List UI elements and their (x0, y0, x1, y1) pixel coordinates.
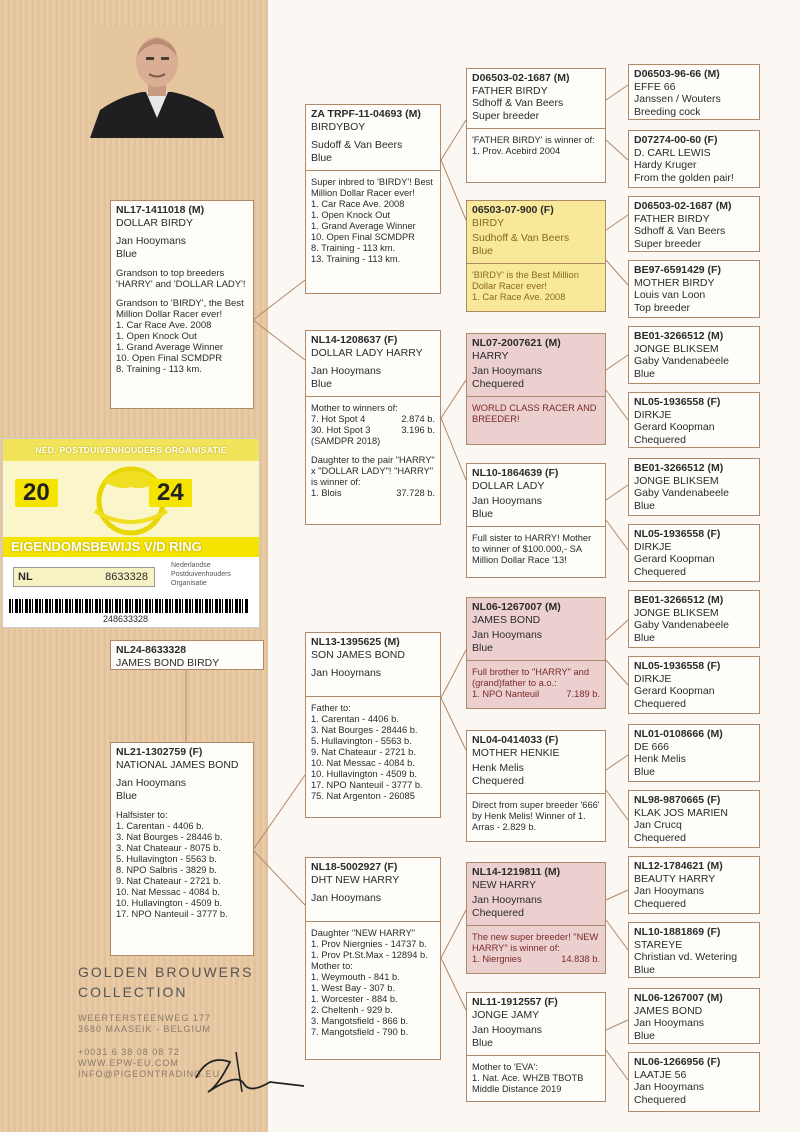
color: Blue (472, 641, 494, 654)
ssd-card (466, 200, 606, 312)
pigeon-name: BIRDYBOY (311, 120, 366, 133)
color: Blue (472, 507, 494, 520)
ring-number: NL06-1267007 (M) (472, 601, 561, 613)
note-line: 1. Carentan - 4406 b. (116, 821, 204, 831)
note-line: Mother to winners of: (311, 403, 398, 413)
note-line: 1. Grand Average Winner (116, 342, 224, 353)
note-line: 10. Open Final SCMDPR (116, 353, 223, 364)
dam-dam-card (305, 857, 441, 1060)
note-line: Direct from super breeder '666' by Henk Melis! Winner of 1. Arras - 2.829 b. (472, 800, 600, 832)
pigeon-name: MOTHER BIRDY (634, 276, 715, 289)
note-line: 10. Open Final SCMDPR (311, 232, 415, 242)
note-line: 3. Mangotsfield - 866 b. (311, 1015, 409, 1026)
note-line: 9. Nat Chateaur - 2721 b. (116, 876, 221, 886)
note-line: 10. Nat Messac - 4084 b. (116, 887, 220, 897)
birds: 7.189 b. (566, 689, 600, 699)
breeder: Gaby Vandenabeele (634, 619, 729, 631)
color: Blue (472, 244, 494, 257)
color: Breeding cock (634, 105, 701, 118)
g4-card-5 (628, 326, 760, 384)
note-line: 'FATHER BIRDY' is winner of: (472, 135, 595, 145)
breeder: Jan Hooymans (634, 1081, 705, 1093)
breeder: Jan Crucq (634, 819, 682, 831)
color: Super breeder (472, 109, 540, 122)
pigeon-name: BEAUTY HARRY (634, 872, 716, 885)
breeder: Jan Hooymans (472, 365, 543, 377)
color: Blue (634, 963, 656, 976)
npo-line: Organisatie (171, 580, 207, 587)
g4-card-16 (628, 1052, 760, 1112)
barcode-number: 248633328 (103, 614, 149, 624)
pigeon-name: DIRKJE (634, 408, 672, 421)
pigeon-name: JONGE BLIKSEM (634, 342, 719, 355)
color: Blue (634, 1029, 656, 1042)
pigeon-name: DOLLAR LADY HARRY (311, 346, 423, 359)
g4-card-4 (628, 260, 760, 318)
ring-number: NL24-8633328 (116, 644, 187, 656)
note-line: 7. Mangotsfield - 790 b. (311, 1026, 409, 1037)
note-line: 8. NPO Salbris - 3829 b. (116, 865, 217, 875)
note-line: 3. Nat Bourges - 28446 b. (311, 724, 418, 735)
brand-name (78, 962, 253, 1002)
note-line: 1. Car Race Ave. 2008 (116, 320, 212, 331)
sdd-card (466, 463, 606, 578)
address-line: WEERTERSTEENWEG 177 (78, 1013, 211, 1023)
note-line: 5. Hullavington - 5563 b. (116, 854, 217, 864)
note-line: 10. Hullavington - 4509 b. (116, 898, 222, 908)
note-line: 3. Nat Bourges - 28446 b. (116, 832, 223, 842)
note-line: Grandson to 'BIRDY', the Best Million Dollar Racer ever! (116, 298, 244, 320)
breeder: Christian vd. Wetering (634, 951, 738, 963)
npo-line: Nederlandse (171, 562, 211, 569)
year-left: 20 (15, 479, 58, 507)
brand-line: GOLDEN BROUWERS (78, 964, 254, 980)
ring-number: NL07-2007621 (M) (472, 337, 561, 349)
note-line: Grandson to top breeders 'HARRY' and 'DOLLAR LADY'! (116, 268, 246, 290)
g4-card-3 (628, 196, 760, 252)
race: 1. Blois (311, 488, 342, 498)
ring-number: NL05-1936558 (F) (634, 660, 721, 672)
ring-number: BE01-3266512 (M) (634, 594, 724, 606)
note-line: 1. Nat. Ace. WHZB TBOTB Middle Distance 2019 (472, 1073, 584, 1094)
pigeon-name: DE 666 (634, 740, 670, 753)
color: Chequered (634, 1093, 686, 1106)
breeder: Jan Hooymans (472, 495, 543, 507)
brand-line: COLLECTION (78, 984, 188, 1000)
result-row (472, 689, 600, 700)
pigeon-name: DIRKJE (634, 672, 672, 685)
note-line: 1. Open Knock Out (116, 331, 197, 342)
note-line: 75. Nat Argenton - 26085 (311, 790, 415, 801)
g4-card-15 (628, 988, 760, 1044)
color: Blue (634, 631, 656, 644)
g4-card-8 (628, 524, 760, 582)
color: Chequered (634, 831, 686, 844)
note-line: 1. Grand Average Winner (311, 221, 416, 231)
birds: 2.874 b. (401, 414, 435, 424)
dds-card (466, 862, 606, 974)
sire-card (110, 200, 254, 409)
ring-number: NL05-1936558 (F) (634, 528, 721, 540)
sss-card (466, 68, 606, 183)
breeder: Jan Hooymans (311, 365, 382, 377)
ring-number: NL05-1936558 (F) (634, 396, 721, 408)
ring-ownership-certificate (2, 438, 260, 628)
ring-number: NL06-1266956 (F) (634, 1056, 721, 1068)
ring-number: NL17-1411018 (M) (116, 204, 205, 216)
email-link[interactable]: INFO@PIGEONTRADING.EU (78, 1069, 221, 1079)
breeder: Jan Hooymans (116, 235, 187, 247)
ring-prefix: NL (18, 571, 33, 583)
g4-card-12 (628, 790, 760, 848)
pigeon-name: DOLLAR LADY (472, 479, 545, 492)
pigeon-name: KLAK JOS MARIEN (634, 806, 728, 819)
note-line: Father to: (311, 702, 351, 713)
ring-number: 06503-07-900 (F) (472, 204, 554, 216)
g4-card-13 (628, 856, 760, 914)
dam-sire-card (305, 632, 441, 818)
breeder: Sdhoff & Van Beers (634, 225, 726, 237)
color: Chequered (634, 897, 686, 910)
breeder: Gaby Vandenabeele (634, 355, 729, 367)
breeder: Louis van Loon (634, 289, 706, 301)
pigeon-name: JAMES BOND (634, 1004, 703, 1017)
pigeon-name: MOTHER HENKIE (472, 746, 560, 759)
g4-card-6 (628, 392, 760, 448)
pigeon-name: STAREYE (634, 938, 683, 951)
g4-card-7 (628, 458, 760, 516)
race: 1. NPO Nanteuil (472, 689, 540, 699)
note-line: 13. Training - 113 km. (311, 254, 401, 264)
ring-number: BE01-3266512 (M) (634, 330, 724, 342)
note-line: Full brother to "HARRY" and (grand)father to a.o.: (472, 667, 590, 688)
note-line: 10. Nat Messac - 4084 b. (311, 757, 415, 768)
note-line: 9. Nat Chateaur - 2721 b. (311, 746, 416, 757)
breeder: Hardy Kruger (634, 159, 697, 171)
note-line: 1. Car Race Ave. 2008 (472, 292, 566, 302)
ring-number: BE01-3266512 (M) (634, 462, 724, 474)
ring-number: NL14-1208637 (F) (311, 334, 398, 346)
ring-number: NL01-0108666 (M) (634, 728, 723, 740)
breeder: Jan Hooymans (472, 894, 543, 906)
note-line: Mother to: (311, 960, 353, 971)
sire-sire-card (305, 104, 441, 294)
g4-card-14 (628, 922, 760, 978)
note-line: 'BIRDY' is the Best Million Dollar Racer ever! (472, 270, 579, 291)
color: Chequered (634, 433, 686, 446)
breeder: Jan Hooymans (311, 667, 382, 679)
pigeon-name: D. CARL LEWIS (634, 146, 711, 159)
result-row (311, 414, 435, 425)
pigeon-name: NEW HARRY (472, 878, 536, 891)
pigeon-name: JONGE JAMY (472, 1008, 540, 1021)
race: 7. Hot Spot 4 (311, 414, 366, 424)
pigeon-name: DHT NEW HARRY (311, 873, 400, 886)
dss-card (466, 597, 606, 709)
ring-number: D06503-96-66 (M) (634, 68, 720, 80)
breeder: Jan Hooymans (472, 1024, 543, 1036)
note-line: 1. Prov Niergnies - 14737 b. (311, 938, 427, 949)
ring-number: NL12-1784621 (M) (634, 860, 723, 872)
note-line: 17. NPO Nanteuil - 3777 b. (311, 779, 423, 790)
g4-card-1 (628, 64, 760, 120)
color: Blue (311, 377, 333, 390)
note-line: Halfsister to: (116, 810, 168, 820)
note-line: The new super breeder! "NEW HARRY" is winner of: (472, 932, 599, 953)
breeder: Jan Hooymans (634, 885, 705, 897)
breeder: Gerard Koopman (634, 421, 715, 433)
note-line: 1. Car Race Ave. 2008 (311, 199, 405, 209)
race: 1. Niergnies (472, 954, 522, 964)
pigeon-name: FATHER BIRDY (472, 84, 548, 97)
npo-logo-text (171, 561, 231, 588)
barcode (9, 599, 249, 613)
breeder: Jan Hooymans (634, 1017, 705, 1029)
note-line: 10. Hullavington - 4509 b. (311, 768, 417, 779)
birds: 14.838 b. (561, 954, 600, 964)
note-line: Daughter "NEW HARRY" (311, 927, 416, 938)
g4-card-10 (628, 656, 760, 714)
address (78, 1013, 211, 1035)
sire-dam-card (305, 330, 441, 525)
note-line: (SAMDPR 2018) (311, 436, 381, 446)
breeder: Gerard Koopman (634, 553, 715, 565)
pigeon-name: BIRDY (472, 216, 505, 229)
pigeon-name: JONGE BLIKSEM (634, 606, 719, 619)
ring-number: NL98-9870665 (F) (634, 794, 721, 806)
note-line: Super inbred to 'BIRDY'! Best Million Dollar Racer ever! (311, 177, 433, 198)
color: Blue (472, 1036, 494, 1049)
note-line: 1. Prov. Acebird 2004 (472, 146, 561, 156)
year-right: 24 (149, 479, 192, 507)
color: Blue (116, 789, 138, 802)
breeder: Sudhoff & Van Beers (472, 232, 570, 244)
pigeon-name: DIRKJE (634, 540, 672, 553)
breeder: Henk Melis (472, 762, 524, 774)
ring-number: NL13-1395625 (M) (311, 636, 400, 648)
ring-number-field (13, 567, 155, 587)
note-line: 8. Training - 113 km. (311, 243, 396, 253)
ring-number: NL10-1881869 (F) (634, 926, 721, 938)
signature (178, 1048, 308, 1098)
result-row (311, 425, 435, 436)
breeder: Henk Melis (634, 753, 686, 765)
pigeon-name: DOLLAR BIRDY (116, 216, 194, 229)
color: Blue (634, 367, 656, 380)
pigeon-name: JONGE BLIKSEM (634, 474, 719, 487)
ring-number: D06503-02-1687 (M) (634, 200, 732, 212)
ring-number: 8633328 (105, 571, 148, 583)
ring-number: NL18-5002927 (F) (311, 861, 398, 873)
breeder: Gaby Vandenabeele (634, 487, 729, 499)
ring-number: NL06-1267007 (M) (634, 992, 723, 1004)
note-line: Mother to 'EVA': (472, 1062, 538, 1072)
note-line: Daughter to the pair "HARRY" x "DOLLAR LADY"! "HARRY" is winner of: (311, 455, 435, 487)
color: Blue (634, 765, 656, 778)
breeder: Sudoff & Van Beers (311, 139, 403, 151)
color: Blue (116, 247, 138, 260)
pigeon-name: LAATJE 56 (634, 1068, 687, 1081)
breeder: Janssen / Wouters (634, 93, 721, 105)
ring-number: NL21-1302759 (F) (116, 746, 203, 758)
ring-number: ZA TRPF-11-04693 (M) (311, 108, 421, 120)
note-line: 1. Prov Pt.St.Max - 12894 b. (311, 949, 428, 960)
color: From the golden pair! (634, 171, 734, 184)
pigeon-name: HARRY (472, 349, 509, 362)
ring-number: NL10-1864639 (F) (472, 467, 559, 479)
note-line: 5. Hullavington - 5563 b. (311, 735, 412, 746)
color: Chequered (472, 774, 524, 787)
ring-number: BE97-6591429 (F) (634, 264, 721, 276)
note-line: 8. Training - 113 km. (116, 364, 202, 375)
dam-card (110, 742, 254, 956)
breeder: Gerard Koopman (634, 685, 715, 697)
breeder: Jan Hooymans (311, 892, 382, 904)
note-line: 1. Weymouth - 841 b. (311, 971, 400, 982)
color: Super breeder (634, 237, 702, 250)
ddd-card (466, 992, 606, 1102)
color: Blue (634, 499, 656, 512)
result-row (311, 488, 435, 499)
phone: +0031 6 38 08 08 72 (78, 1047, 180, 1057)
sds-card (466, 333, 606, 445)
ring-number: NL11-1912557 (F) (472, 996, 558, 1008)
note-line: 1. West Bay - 307 b. (311, 982, 396, 993)
pigeon-name: FATHER BIRDY (634, 212, 710, 225)
certificate-band: EIGENDOMSBEWIJS V/D RING (3, 537, 259, 557)
g4-card-11 (628, 724, 760, 782)
breeder: Sdhoff & Van Beers (472, 97, 564, 109)
subject-card (110, 640, 264, 670)
note-line: Full sister to HARRY! Mother to winner of $100.000,- SA Million Dollar Race '13! (472, 533, 592, 565)
color: Chequered (472, 377, 524, 390)
color: Chequered (634, 565, 686, 578)
note-line: 17. NPO Nanteuil - 3777 b. (116, 909, 228, 919)
address-line: 3680 MAASEIK - BELGIUM (78, 1024, 212, 1034)
breeder: Jan Hooymans (116, 777, 187, 789)
website-link[interactable]: WWW.EPW-EU.COM (78, 1058, 179, 1068)
g4-card-9 (628, 590, 760, 648)
color: Top breeder (634, 301, 691, 314)
dsd-card (466, 730, 606, 842)
color: Chequered (472, 906, 524, 919)
pigeon-name: JAMES BOND (472, 613, 541, 626)
note-line: 1. Carentan - 4406 b. (311, 713, 399, 724)
pigeon-name: SON JAMES BOND (311, 648, 405, 661)
ring-number: D06503-02-1687 (M) (472, 72, 570, 84)
color: Chequered (634, 697, 686, 710)
birds: 37.728 b. (396, 488, 435, 498)
color: Blue (311, 151, 333, 164)
ring-number: NL14-1219811 (M) (472, 866, 561, 878)
pigeon-name: JAMES BOND BIRDY (116, 656, 220, 669)
race: 30. Hot Spot 3 (311, 425, 371, 435)
result-row (472, 954, 600, 965)
breeder: Jan Hooymans (472, 629, 543, 641)
ring-number: NL04-0414033 (F) (472, 734, 559, 746)
note-line: 1. Open Knock Out (311, 210, 391, 220)
npo-line: Postduivenhouders (171, 571, 231, 578)
pigeon-name: EFFE 66 (634, 80, 676, 93)
certificate-org: NED. POSTDUIVENHOUDERS ORGANISATIE (3, 439, 259, 461)
ring-number: D07274-00-60 (F) (634, 134, 718, 146)
note-line: 3. Nat Chateaur - 8075 b. (116, 843, 221, 853)
birds: 3.196 b. (401, 425, 435, 435)
note-line: 1. Worcester - 884 b. (311, 993, 398, 1004)
note-line: 2. Cheltenh - 929 b. (311, 1004, 393, 1015)
note-line: WORLD CLASS RACER AND BREEDER! (472, 403, 597, 424)
pigeon-name: NATIONAL JAMES BOND (116, 758, 239, 771)
g4-card-2 (628, 130, 760, 188)
